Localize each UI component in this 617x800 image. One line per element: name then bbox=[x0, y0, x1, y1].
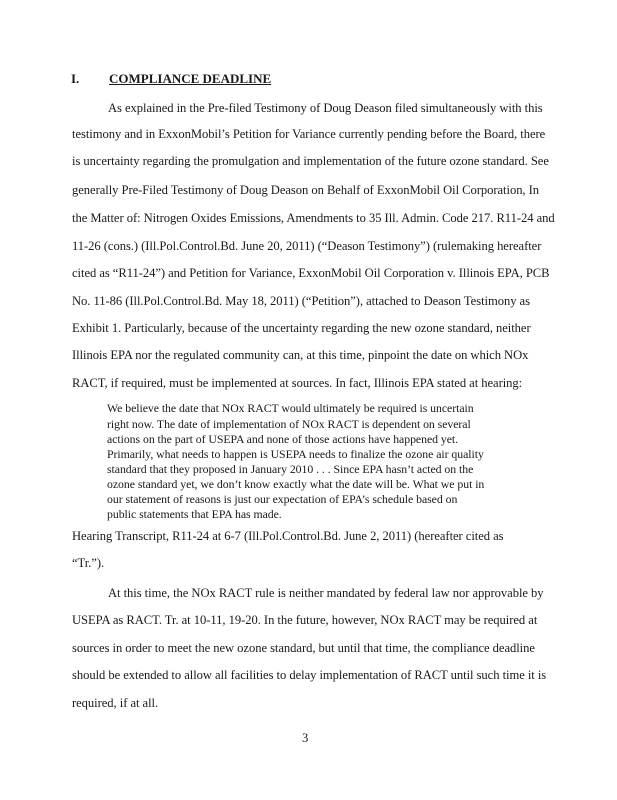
paragraph-1-line: cited as “R11-24”) and Petition for Variance, ExxonMobil Oil Corporation v. Illinois EPA, PCB bbox=[72, 266, 550, 280]
section-title: COMPLIANCE DEADLINE bbox=[109, 71, 272, 86]
paragraph-2-line: should be extended to allow all facilities to delay implementation of RACT until such time it is bbox=[72, 668, 547, 682]
paragraph-1-line: is uncertainty regarding the promulgation and implementation of the future ozone standard. See bbox=[72, 154, 549, 168]
paragraph-1-line: As explained in the Pre-filed Testimony of Doug Deason filed simultaneously with this bbox=[108, 101, 543, 115]
citation-line: “Tr.”). bbox=[72, 556, 105, 570]
block-quote-line: right now. The date of implementation of NOx RACT is dependent on several bbox=[107, 417, 471, 431]
block-quote-line: public statements that EPA has made. bbox=[107, 507, 282, 521]
paragraph-2-line: sources in order to meet the new ozone standard, but until that time, the compliance deadline bbox=[72, 641, 535, 655]
paragraph-2-line: USEPA as RACT. Tr. at 10-11, 19-20. In the future, however, NOx RACT may be required at bbox=[72, 613, 538, 627]
paragraph-2-line: At this time, the NOx RACT rule is neither mandated by federal law nor approvable by bbox=[108, 586, 544, 600]
paragraph-1-line: No. 11-86 (Ill.Pol.Control.Bd. May 18, 2011) (“Petition”), attached to Deason Testimony as bbox=[72, 294, 530, 308]
paragraph-1-line: Exhibit 1. Particularly, because of the uncertainty regarding the new ozone standard, neither bbox=[72, 321, 531, 335]
page-number: 3 bbox=[302, 731, 309, 745]
paragraph-1-line: the Matter of: Nitrogen Oxides Emissions, Amendments to 35 Ill. Admin. Code 217. R11-24 and bbox=[72, 211, 555, 225]
citation-line: Hearing Transcript, R11-24 at 6-7 (Ill.Pol.Control.Bd. June 2, 2011) (hereafter cited as bbox=[72, 529, 504, 543]
paragraph-1-line: generally Pre-Filed Testimony of Doug Deason on Behalf of ExxonMobil Oil Corporation, In bbox=[72, 183, 540, 197]
paragraph-1-line: 11-26 (cons.) (Ill.Pol.Control.Bd. June 20, 2011) (“Deason Testimony”) (rulemaking hereafter bbox=[72, 239, 542, 253]
block-quote-line: We believe the date that NOx RACT would ultimately be required is uncertain bbox=[107, 401, 474, 415]
paragraph-1-line: testimony and in ExxonMobil’s Petition for Variance currently pending before the Board, there bbox=[72, 127, 546, 141]
block-quote-line: actions on the part of USEPA and none of those actions have happened yet. bbox=[107, 432, 459, 446]
block-quote-line: our statement of reasons is just our expectation of EPA’s schedule based on bbox=[107, 492, 458, 506]
paragraph-1-line: RACT, if required, must be implemented at sources. In fact, Illinois EPA stated at hearing: bbox=[72, 376, 523, 390]
section-number: I. bbox=[71, 71, 80, 86]
section-heading bbox=[71, 71, 271, 87]
block-quote-line: standard that they proposed in January 2010 . . . Since EPA hasn’t acted on the bbox=[107, 462, 474, 476]
block-quote-line: Primarily, what needs to happen is USEPA needs to finalize the ozone air quality bbox=[107, 447, 484, 461]
paragraph-2-line: required, if at all. bbox=[72, 696, 159, 710]
paragraph-1-line: Illinois EPA nor the regulated community can, at this time, pinpoint the date on which NOx bbox=[72, 348, 529, 362]
block-quote-line: ozone standard yet, we don’t know exactly what the date will be. What we put in bbox=[107, 477, 485, 491]
